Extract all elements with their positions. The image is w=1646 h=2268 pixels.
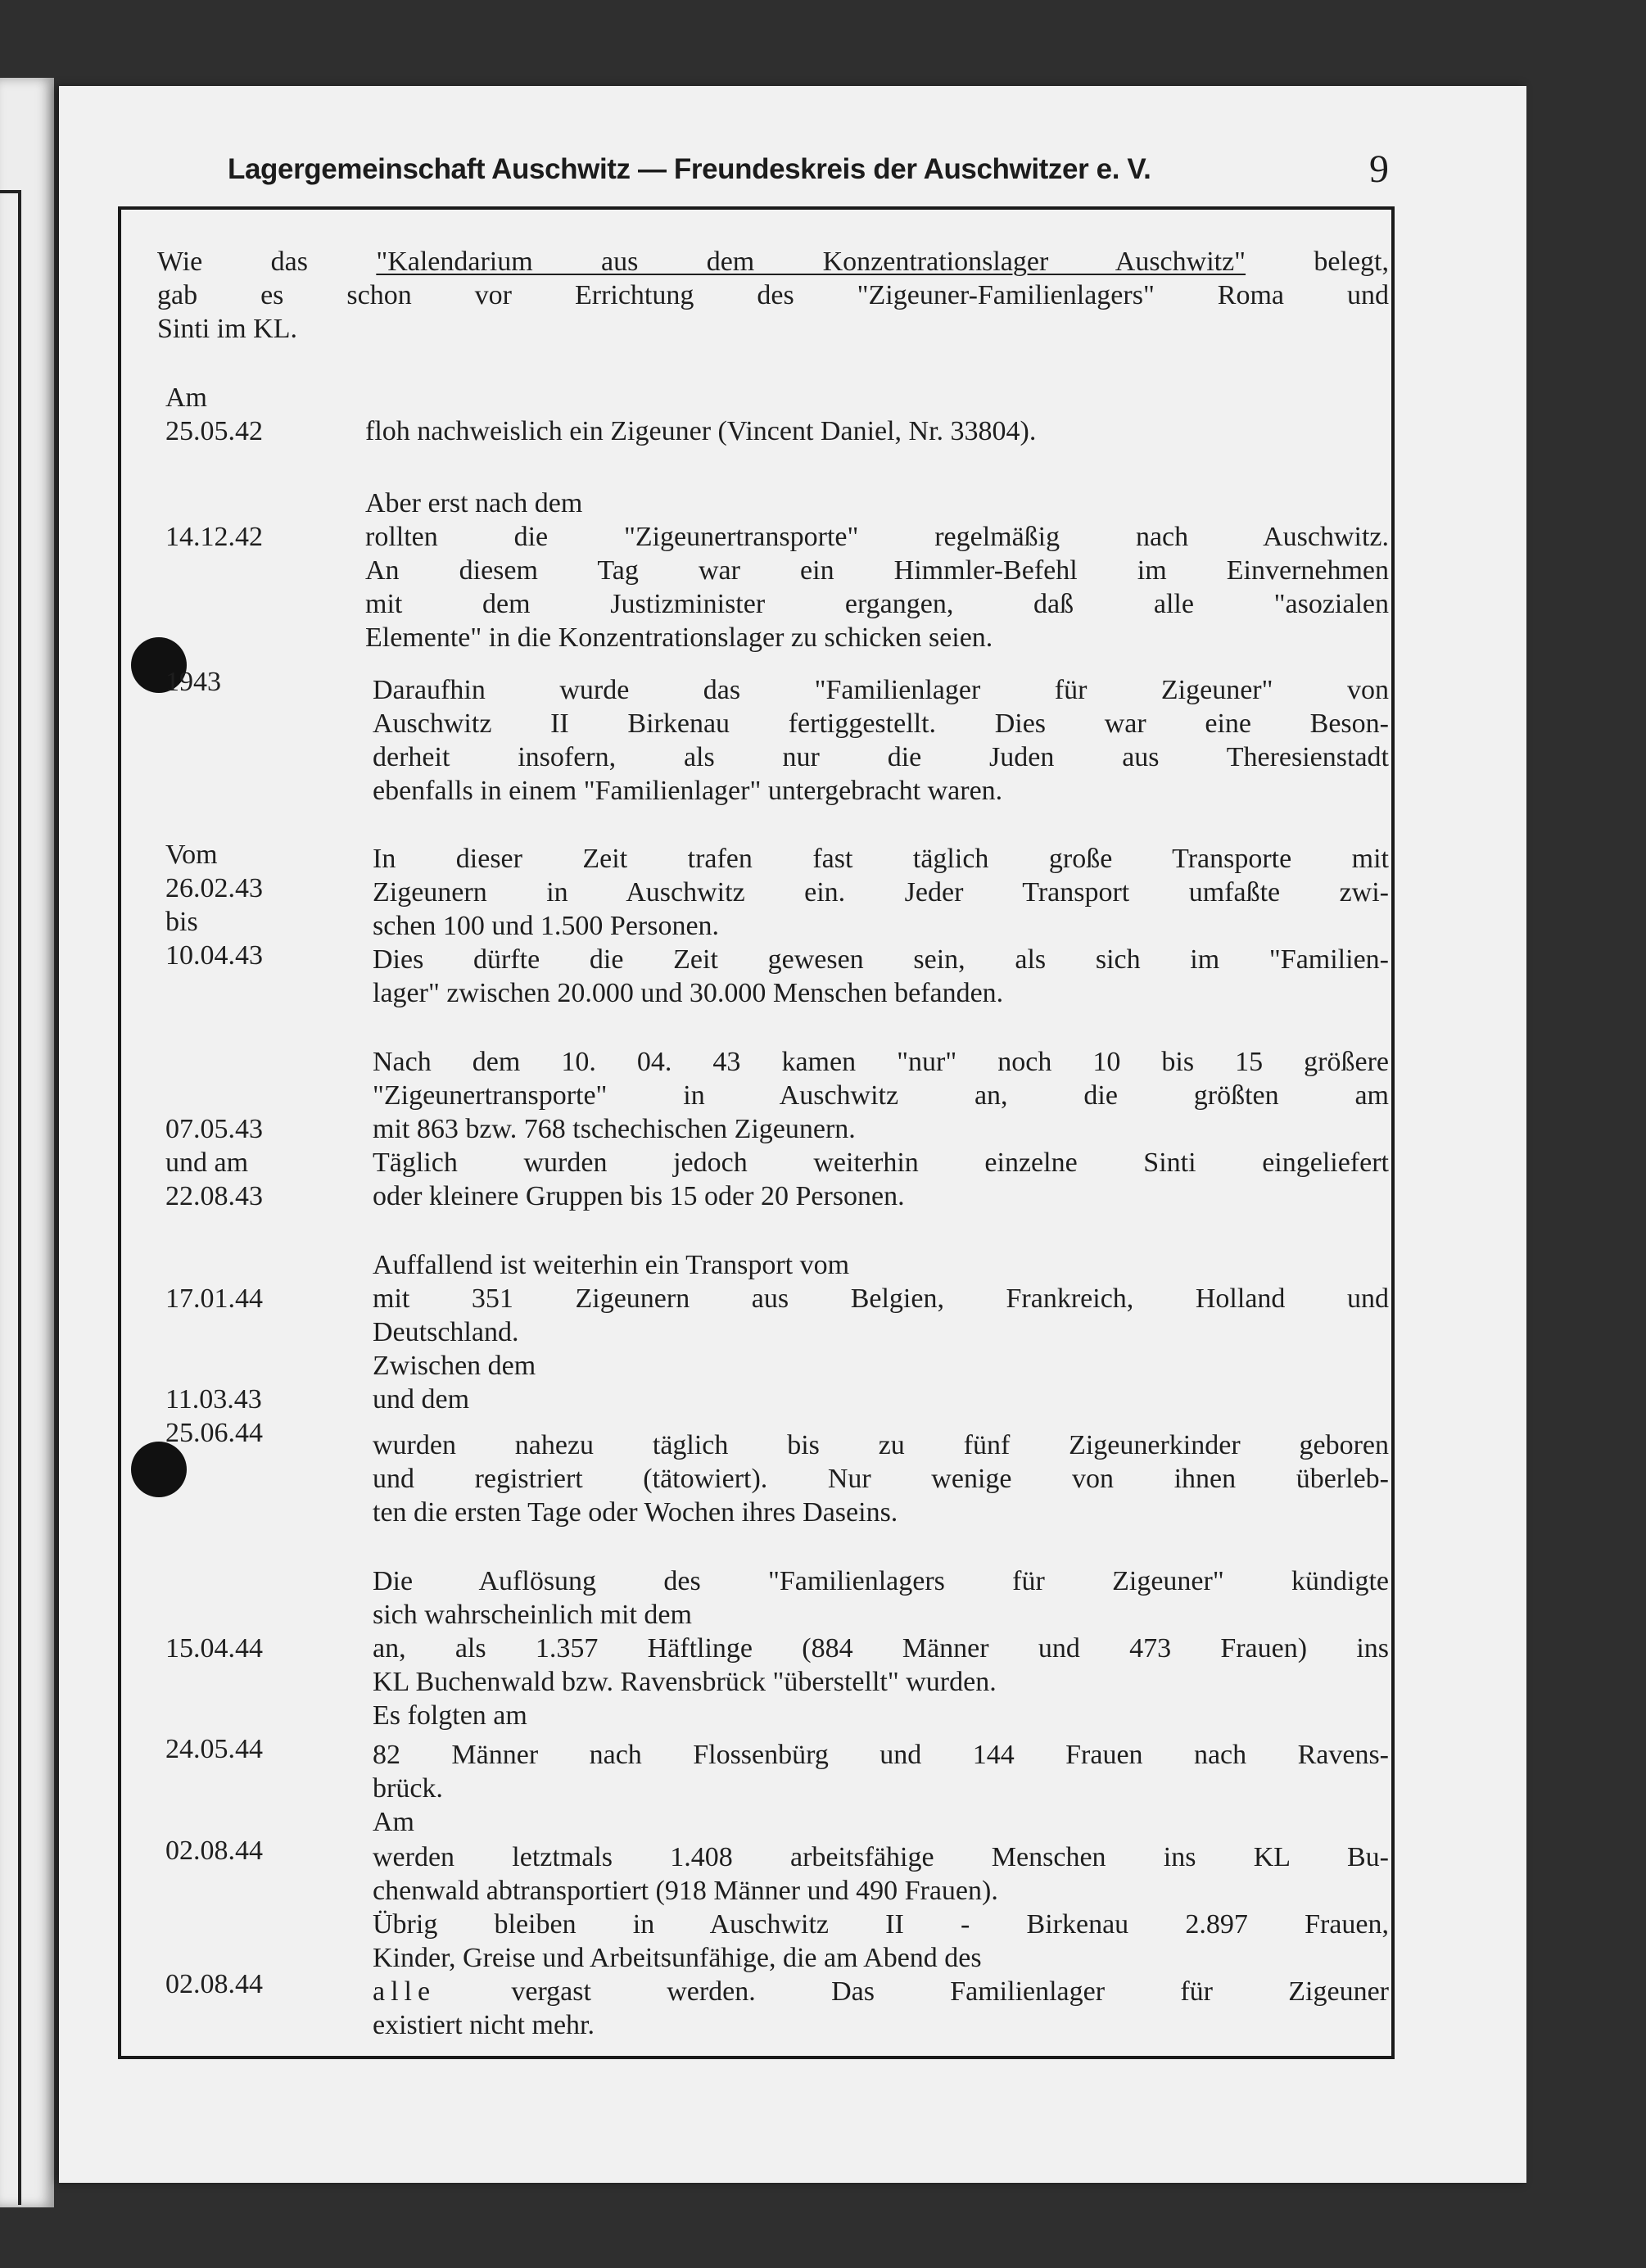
entry-text: Zwischen dem <box>373 1351 536 1381</box>
kalendarium-title: "Kalendarium aus dem Konzentrationslager Auschwitz" <box>376 247 1246 277</box>
date-label: 02.08.44 <box>165 1836 263 1866</box>
page-number: 9 <box>1369 147 1389 191</box>
date-label: Vom <box>165 840 218 870</box>
entry-text: rollten die "Zigeunertransporte" regelmäßig nach Auschwitz. <box>365 522 1389 552</box>
entry-text: an, als 1.357 Häftlinge (884 Männer und 473 Frauen) ins <box>373 1633 1389 1664</box>
entry-text: lager" zwischen 20.000 und 30.000 Menschen befanden. <box>373 978 1004 1008</box>
entry-text: werden letztmals 1.408 arbeitsfähige Menschen ins KL Bu- <box>373 1842 1389 1872</box>
entry-text: Elemente" in die Konzentrationslager zu schicken seien. <box>365 622 993 653</box>
entry-text <box>373 1976 1389 2008</box>
entry-text: An diesem Tag war ein Himmler-Befehl im Einvernehmen <box>365 555 1389 586</box>
date-label: 17.01.44 <box>165 1283 263 1314</box>
date-label: 22.08.43 <box>165 1181 263 1211</box>
entry-text: ten die ersten Tage oder Wochen ihres Daseins. <box>373 1497 898 1528</box>
entry-text: vergast werden. Das Familienlager für Zigeuner <box>436 1976 1389 2007</box>
entry-text: Auffallend ist weiterhin ein Transport vom <box>373 1250 850 1280</box>
entry-text: existiert nicht mehr. <box>373 2010 595 2040</box>
date-label: 11.03.43 <box>165 1384 262 1415</box>
date-label: 26.02.43 <box>165 873 263 903</box>
entry-text: schen 100 und 1.500 Personen. <box>373 911 720 941</box>
entry-text: Täglich wurden jedoch weiterhin einzelne Sinti eingeliefert <box>373 1148 1389 1178</box>
entry-text: Aber erst nach dem <box>365 488 583 518</box>
entry-text: wurden nahezu täglich bis zu fünf Zigeunerkinder geboren <box>373 1430 1389 1460</box>
entry-text: Auschwitz II Birkenau fertiggestellt. Dies war eine Beson- <box>373 708 1389 739</box>
entry-text: und dem <box>373 1384 470 1415</box>
previous-page-border <box>0 190 21 2205</box>
intro-line <box>157 246 1389 278</box>
intro-line: gab es schon vor Errichtung des "Zigeuner-Familienlagers" Roma und <box>157 280 1389 310</box>
entry-text: Nach dem 10. 04. 43 kamen "nur" noch 10 bis 15 größere <box>373 1047 1389 1077</box>
entry-text: In dieser Zeit trafen fast täglich große Transporte mit <box>373 844 1389 874</box>
page-header: Lagergemeinschaft Auschwitz — Freundeskreis der Auschwitzer e. V. <box>228 153 1151 185</box>
document-page <box>59 86 1526 2183</box>
intro-line: Sinti im KL. <box>157 314 297 344</box>
date-label: 25.06.44 <box>165 1418 263 1448</box>
date-label: Am <box>165 383 207 413</box>
entry-text: Kinder, Greise und Arbeitsunfähige, die am Abend des <box>373 1943 982 1973</box>
date-label: bis <box>165 907 198 937</box>
entry-text: KL Buchenwald bzw. Ravensbrück "überstellt" wurden. <box>373 1667 997 1697</box>
date-label: und am <box>165 1148 249 1178</box>
date-label: 24.05.44 <box>165 1734 263 1764</box>
entry-text: ebenfalls in einem "Familienlager" untergebracht waren. <box>373 776 1003 806</box>
entry-text: floh nachweislich ein Zigeuner (Vincent Daniel, Nr. 33804). <box>365 416 1037 446</box>
intro-text: Wie das <box>157 247 377 277</box>
entry-text: Die Auflösung des "Familienlagers für Zigeuner" kündigte <box>373 1566 1389 1596</box>
entry-text: brück. <box>373 1773 443 1804</box>
date-label: 07.05.43 <box>165 1114 263 1144</box>
entry-text: und registriert (tätowiert). Nur wenige von ihnen überleb- <box>373 1464 1389 1494</box>
entry-text: Zigeunern in Auschwitz ein. Jeder Transport umfaßte zwi- <box>373 877 1389 908</box>
entry-text: Übrig bleiben in Auschwitz II - Birkenau 2.897 Frauen, <box>373 1909 1389 1940</box>
entry-text: chenwald abtransportiert (918 Männer und 490 Frauen). <box>373 1876 998 1906</box>
entry-text: mit 863 bzw. 768 tschechischen Zigeunern. <box>373 1114 856 1144</box>
entry-text: sich wahrscheinlich mit dem <box>373 1600 692 1630</box>
entry-text: Es folgten am <box>373 1700 527 1731</box>
date-label: 1943 <box>165 667 221 697</box>
entry-text: "Zigeunertransporte" in Auschwitz an, die größten am <box>373 1080 1389 1111</box>
date-label: 15.04.44 <box>165 1633 263 1664</box>
entry-text: Deutschland. <box>373 1317 519 1347</box>
date-label: 14.12.42 <box>165 522 263 552</box>
entry-text: Dies dürfte die Zeit gewesen sein, als sich im "Familien- <box>373 944 1389 975</box>
punch-hole <box>131 1442 187 1497</box>
entry-text: mit dem Justizminister ergangen, daß alle "asozialen <box>365 589 1389 619</box>
entry-text: 82 Männer nach Flossenbürg und 144 Frauen nach Ravens- <box>373 1740 1389 1770</box>
entry-text: Daraufhin wurde das "Familienlager für Zigeuner" von <box>373 675 1389 705</box>
entry-text: mit 351 Zigeunern aus Belgien, Frankreich, Holland und <box>373 1283 1389 1314</box>
entry-text: derheit insofern, als nur die Juden aus Theresienstadt <box>373 742 1389 772</box>
entry-text: oder kleinere Gruppen bis 15 oder 20 Personen. <box>373 1181 905 1211</box>
intro-text: belegt, <box>1246 247 1389 277</box>
date-label: 02.08.44 <box>165 1969 263 1999</box>
entry-text: Am <box>373 1807 414 1837</box>
date-label: 25.05.42 <box>165 416 263 446</box>
emphasized-word: alle <box>373 1976 436 2007</box>
date-label: 10.04.43 <box>165 940 263 971</box>
